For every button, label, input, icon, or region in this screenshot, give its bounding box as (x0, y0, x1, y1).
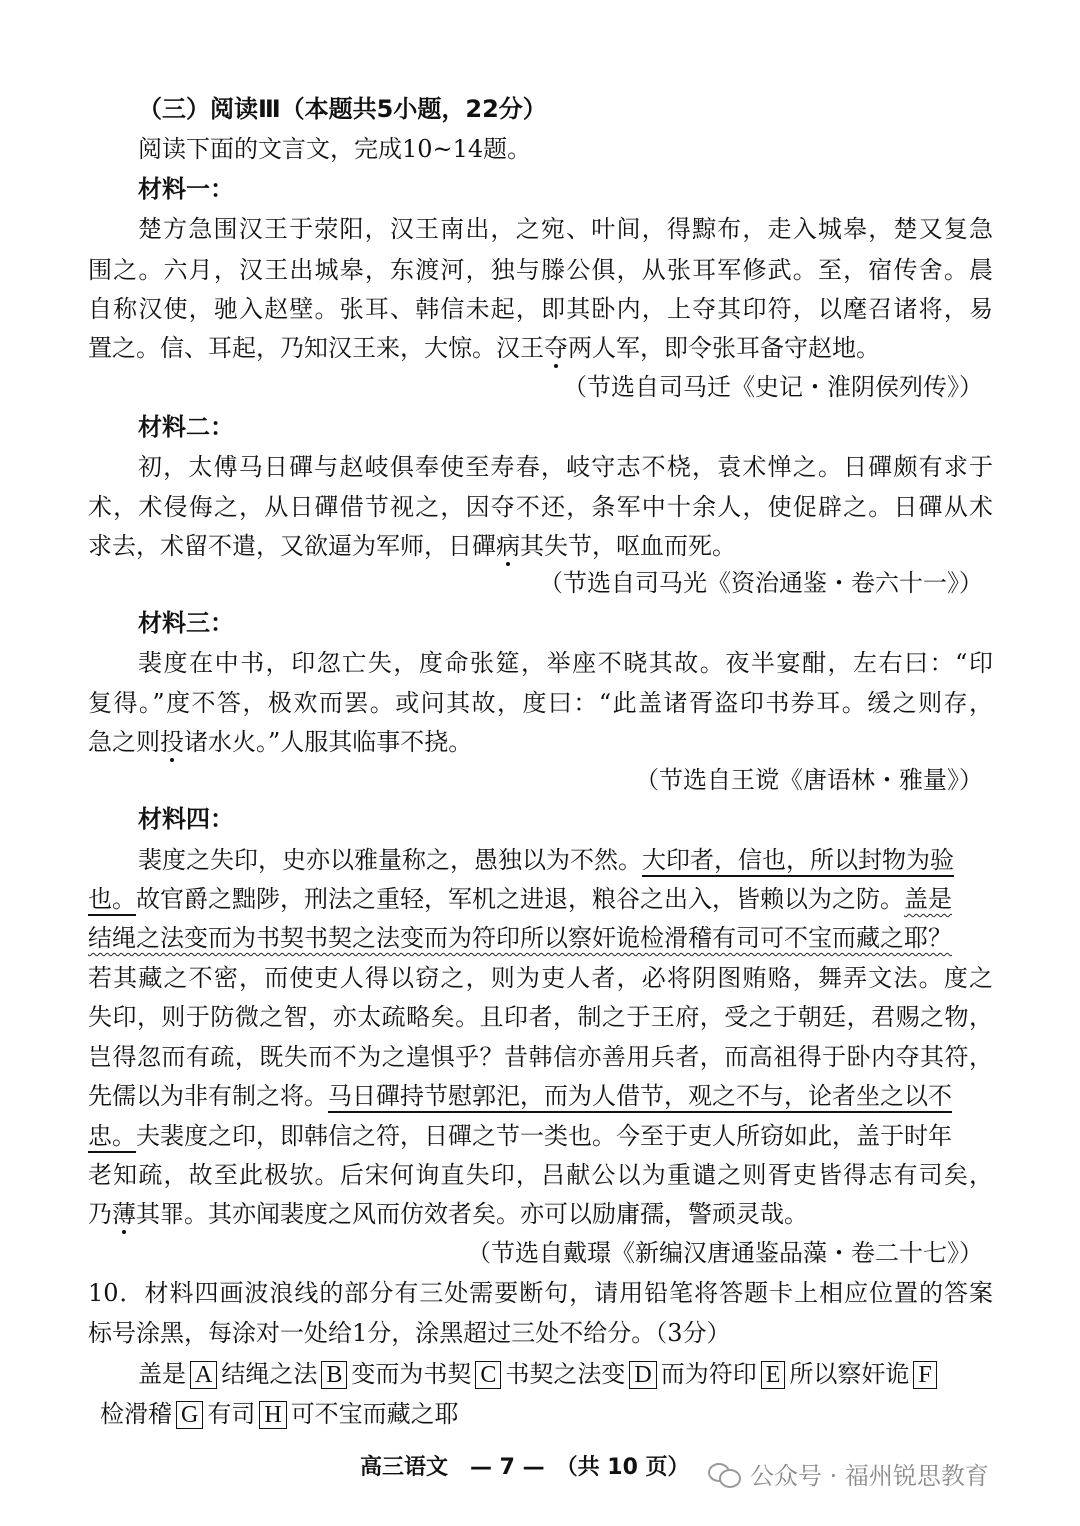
wavy-underline-text: 结绳之法变而为书契书契之法变而为符印所以察奸诡检滑稽有司可不宝而藏之耶？ (88, 924, 952, 952)
question-10-line-2: 标号涂黑，每涂对一处给1分，涂黑超过三处不给分。（3分） (88, 1319, 731, 1347)
m3-line-1: 裴度在中书，印忽亡失，度命张筵，举座不晓其故。夜半宴酣，左右曰：“印 (138, 649, 993, 677)
m2-line-2: 术，术侵侮之，从日磾借节视之，因夺不还，条军中十余人，使促辟之。日磾从术 (88, 493, 993, 521)
watermark-text: 公众号 · 福州锐思教育 (750, 1462, 989, 1490)
material-4-label: 材料四： (138, 805, 234, 833)
option-box-f[interactable]: F (913, 1361, 936, 1389)
page-footer: 高三语文 — 7 — （共 10 页） (360, 1455, 690, 1480)
underlined-sentence: 马日磾持节慰郭汜，而为人借节，观之不与，论者坐之以不 (328, 1082, 952, 1110)
underlined-sentence: 忠。 (88, 1122, 136, 1150)
m4-line-1: 裴度之失印，史亦以雅量称之，愚独以为不然。大印者，信也，所以封物为验 (138, 846, 954, 874)
underlined-sentence: 也。 (88, 885, 136, 913)
option-box-a[interactable]: A (190, 1361, 217, 1389)
m4-line-3 (88, 921, 993, 955)
section-header: （三）阅读Ⅲ（本题共5小题，22分） (138, 95, 547, 123)
answer-options-line-1: 盖是 A 结绳之法 B 变而为书契 C 书契之法变 D 而为符印 E 所以察奸诡 F (138, 1357, 1008, 1391)
material-1-label: 材料一： (138, 175, 234, 203)
m3-source: （节选自王谠《唐语林・雅量》） (635, 766, 983, 794)
m1-line-4: 置之。信、耳起，乃知汉王来，大惊。汉王夺两人军，即令张耳备守赵地。 (88, 334, 880, 362)
m2-line-1: 初，太傅马日磾与赵岐俱奉使至寿春，岐守志不桡，袁术惮之。日磾颇有求于 (138, 453, 993, 481)
wavy-underline-text: 盖是 (904, 885, 952, 913)
m4-line-7: 先儒以为非有制之将。马日磾持节慰郭汜，而为人借节，观之不与，论者坐之以不 (88, 1082, 952, 1110)
m4-line-8: 忠。夫裴度之印，即韩信之符，日磾之节一类也。今至于吏人所窃如此，盖于时年 (88, 1122, 952, 1150)
m4-line-5: 失印，则于防微之智，亦太疏略矣。且印者，制之于王府，受之于朝廷，君赐之物， (88, 1003, 993, 1031)
option-box-d[interactable]: D (629, 1361, 656, 1389)
emphasis-dot-char: 薄 (112, 1200, 136, 1228)
wechat-icon (708, 1461, 742, 1487)
m3-line-2: 复得。”度不答，极欢而罢。或问其故，度曰：“此盖诸胥盗印书券耳。缓之则存， (88, 689, 993, 717)
option-box-c[interactable]: C (475, 1361, 501, 1389)
material-2-label: 材料二： (138, 413, 234, 441)
watermark (708, 1456, 989, 1491)
option-box-h[interactable]: H (259, 1401, 286, 1429)
m4-line-4: 若其藏之不密，而使吏人得以窃之，则为吏人者，必将阴图贿赂，舞弄文法。度之 (88, 964, 993, 992)
question-10-line-1: 10．材料四画波浪线的部分有三处需要断句，请用铅笔将答题卡上相应位置的答案 (88, 1279, 993, 1307)
emphasis-dot-char: 投 (160, 728, 184, 756)
emphasis-dot-char: 病 (496, 532, 520, 560)
m1-line-3: 自称汉使，驰入赵壁。张耳、韩信未起，即其卧内，上夺其印符，以麾召诸将，易 (88, 295, 993, 323)
m4-line-6: 岂得忽而有疏，既失而不为之遑惧乎？昔韩信亦善用兵者，而高祖得于卧内夺其符， (88, 1043, 993, 1071)
material-3-label: 材料三： (138, 609, 234, 637)
option-box-g[interactable]: G (176, 1401, 203, 1429)
option-box-e[interactable]: E (761, 1361, 786, 1389)
m2-line-3: 求去，术留不遣，又欲逼为军师，日磾病其失节，呕血而死。 (88, 532, 736, 560)
m3-line-3: 急之则投诸水火。”人服其临事不挠。 (88, 728, 473, 756)
m4-source: （节选自戴璟《新编汉唐通鉴品藻・卷二十七》） (467, 1239, 983, 1267)
m2-source: （节选自司马光《资治通鉴・卷六十一》） (539, 569, 983, 597)
m4-line-10: 乃薄其罪。其亦闻裴度之风而仿效者矣。亦可以励庸孺，警顽灵哉。 (88, 1200, 808, 1228)
answer-options-line-2: 检滑稽 G 有司 H 可不宝而藏之耶 (100, 1400, 459, 1428)
m1-line-2: 围之。六月，汉王出城皋，东渡河，独与滕公俱，从张耳军修武。至，宿传舍。晨 (88, 256, 993, 284)
m1-line-1: 楚方急围汉王于荥阳，汉王南出，之宛、叶间，得黥布，走入城皋，楚又复急 (138, 215, 993, 243)
emphasis-dot-char: 夺 (544, 334, 568, 362)
instruction: 阅读下面的文言文，完成10~14题。 (138, 135, 532, 163)
option-box-b[interactable]: B (321, 1361, 347, 1389)
m4-line-9: 老知疏，故至此极欤。后宋何询直失印，吕献公以为重谴之则胥吏皆得志有司矣， (88, 1161, 993, 1189)
m1-source: （节选自司马迁《史记・淮阴侯列传》） (563, 373, 983, 401)
m4-line-2: 也。故官爵之黜陟，刑法之重轻，军机之进退，粮谷之出入，皆赖以为之防。盖是 (88, 885, 952, 913)
underlined-sentence: 大印者，信也，所以封物为验 (642, 846, 954, 874)
